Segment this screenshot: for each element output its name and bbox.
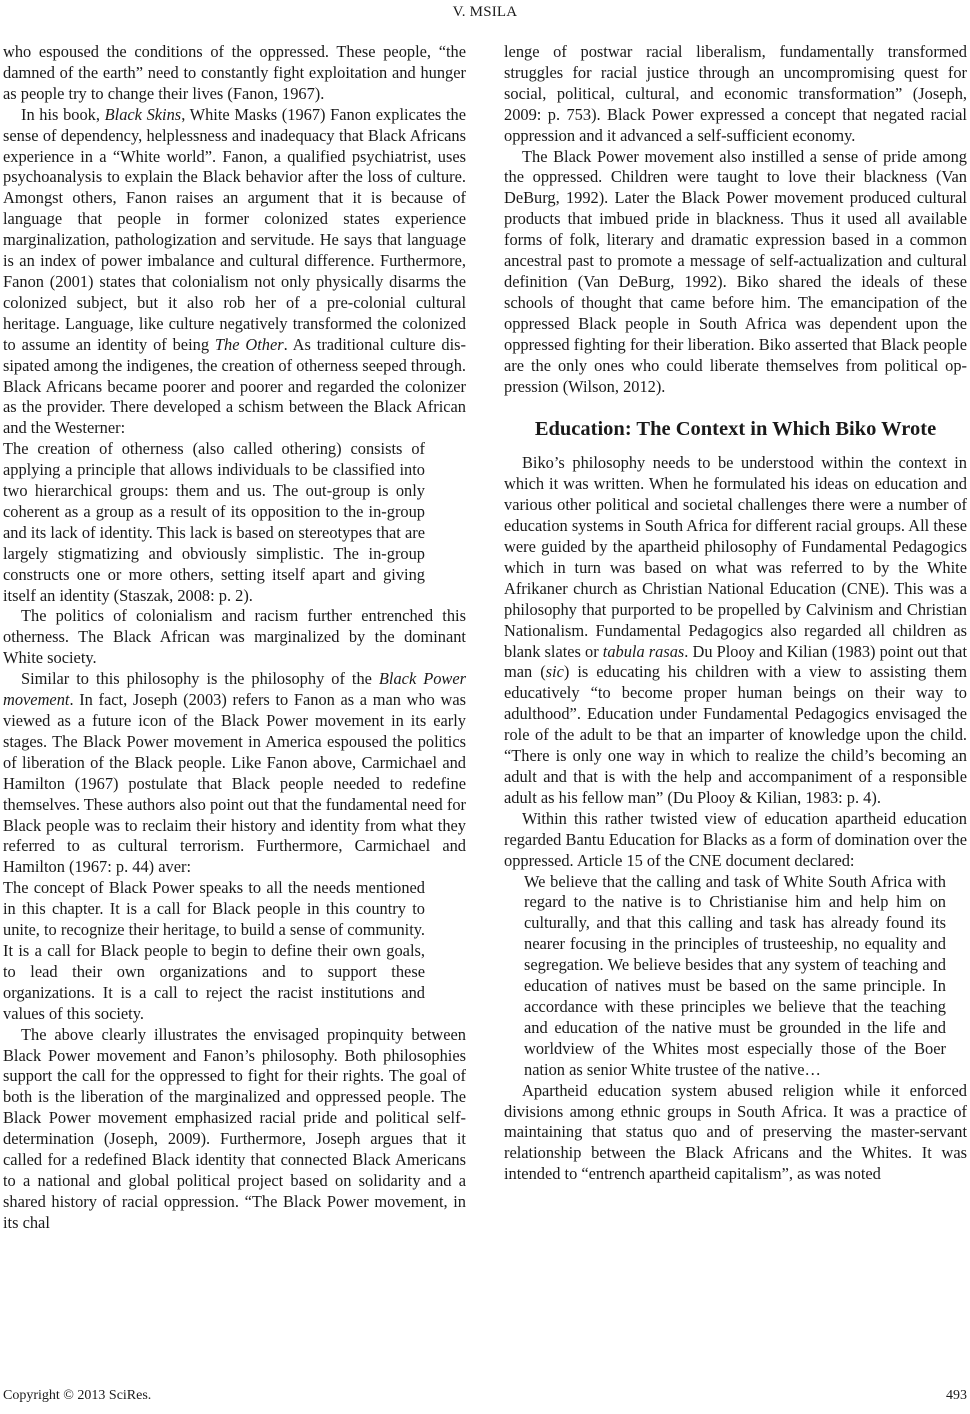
paragraph: The Black Power movement also instilled a sense of pride among the oppressed. Children were taught to love their blackness (Van DeBurg, 1992). Later the Black Power movement produced cultural products that imbued pride in blackness. Thus it used all available forms of folk, literary and dramatic expression based in a common ancestral past to promote a message of self-actualization and cultural definition (Van DeBurg, 1992). Biko shared the ideals of these schools of thought that came before him. The emancipation of the oppressed Black people in South Africa was dependent upon the oppressed fighting for their liberation. Biko asserted that Black people are the only ones who could liberate themselves from political oppression (Wilson, 2012). xyxy=(504,146,967,396)
block-quote: The concept of Black Power speaks to all the needs mentioned in this chapter. It is a call for Black people in this country to unite, to recognize their heritage, to build a sense of community. It is a call for Black people to begin to define their own goals, to lead their own organizations and to support these organizations. It is a call to reject the racist institutions and values of this society. xyxy=(3,878,425,1023)
book-title: Black Skins xyxy=(104,104,182,124)
page-number: 493 xyxy=(946,1388,967,1403)
right-column xyxy=(504,42,967,1185)
paragraph: lenge of postwar racial liberalism, fundamentally transformed struggles for racial justice through an uncompromising quest for social, political, cultural, and economic transformation” (Joseph, 2009: p. 753). Black Power expressed a concept that negated racial oppression and it advanced a self-sufficient economy. xyxy=(504,42,967,145)
text: Biko’s philosophy needs to be understood within the context in which it was written. When he formulated his ideas on education and various other political and societal challenges there were a number of education systems in South Africa for different racial groups. All these were guided by the apartheid philosophy of Fundamental Pedagogics which in turn was based on what was referred to by the White Afrikaner church as Christian National Education (CNE). This was a philosophy that purported to be propelled by Calvinism and Christian Nationalism. Fundamental Pedagogics also regarded all children as blank slates or xyxy=(504,453,967,661)
text: . Du Plooy and Kilian (1983) point out that man ( xyxy=(504,641,968,682)
paragraph: Within this rather twisted view of education apartheid education regarded Bantu Education for Blacks as a form of domination over the oppressed. Article 15 of the CNE document declared: xyxy=(504,808,967,870)
block-quote: We believe that the calling and task of White South Africa with regard to the native is to Christianise him and help him on culturally, and that this calling and task has already found its nearer focusing in the principles of trusteeship, no equality and segregation. We believe besides that any system of teaching and education of natives must be based on the same principle. In accordance with these principles we believe that the teaching and education of the native must be grounded in the life and worldview of the Whites most especially those of the Boer nation as senior White trustee of the native… xyxy=(524,871,946,1079)
paragraph xyxy=(3,105,466,440)
text: In his book, xyxy=(21,104,105,124)
paragraph xyxy=(504,453,967,808)
text: ) is educating his children with a view to assisting them educatively “to become proper human beings on their way to adulthood”. Education under Fundamental Pedagogics envisaged the role of the adult to be that an imparter of knowledge upon the child. “There is only one way in which to realize the child’s becoming an adult and that is with the help and accompaniment of a responsible adult as his fellow man” (Du Plooy & Kilian, 1983: p. 4). xyxy=(504,662,967,807)
text: . In fact, Joseph (2003) refers to Fanon as a man who was viewed as a future icon of the Black Power movement in its early stages. The Black Power movement in America espoused the politics of liberation of the Black people. Like Fanon above, Carmichael and Hamilton (1967) postulate that Black people needed to redefine themselves. These authors also point out that the fundamental need for Black people was to reclaim their history and identity from what they referred to as cultural terrorism. Furthermore, Carmichael and Hamilton (1967: p. 44) aver: xyxy=(3,690,466,877)
text: . As traditional culture dissipated among the indigenes, the creation of otherness seeped through. Black Africans became poorer and poorer and regarded the colonizer as the provider. There developed a schism between the Black African and the Westerner: xyxy=(3,334,466,438)
section-heading: Education: The Context in Which Biko Wrote xyxy=(534,418,937,441)
left-column xyxy=(3,42,466,1234)
paragraph: The politics of colonialism and racism further entrenched this otherness. The Black African was marginalized by the dominant White society. xyxy=(3,606,466,668)
paragraph: who espoused the conditions of the oppressed. These people, “the damned of the earth” need to constantly fight exploitation and hunger as people try to change their lives (Fanon, 1967). xyxy=(3,42,466,103)
text: Similar to this philosophy is the philosophy of the xyxy=(21,669,379,689)
paragraph xyxy=(3,669,466,878)
emphasis: The Other xyxy=(214,334,284,354)
running-head: V. MSILA xyxy=(452,4,518,20)
copyright-notice: Copyright © 2013 SciRes. xyxy=(3,1388,152,1403)
paragraph: The above clearly illustrates the envisaged propinquity between Black Power movement and Fanon’s philosophy. Both philosophies support the call for the oppressed to fight for their rights. The goal of both is the liberation of the marginalized and oppressed people. The Black Power movement emphasized racial pride and political self-determination (Joseph, 2009). Furthermore, Joseph argues that it called for a redefined Black identity that connected Black Americans to a national and global political project based on solidarity and a shared history of racial oppression. “The Black Power movement, in its chal xyxy=(3,1024,466,1232)
text: , White Masks (1967) Fanon explicates the sense of dependency, helplessness and inadequacy that Black Africans experience in a “White world”. Fanon, a qualified psychiatrist, uses psychoanalysis to explain the Black behavior after the loss of culture. Amongst others, Fanon raises an argument that it is because of language that people in former colonized states experience marginalization, pathologization and servitude. He says that language is an index of power imbalance and cultural difference. Furthermore, Fanon (2001) states that colonialism not only physically disarms the colonized subject, but it also rob her of a pre-colonial cultural heritage. Language, like culture negatively transformed the colonized to assume an identity of being xyxy=(3,104,466,354)
emphasis: sic xyxy=(545,662,564,682)
emphasis: tabula rasas xyxy=(602,641,685,661)
block-quote: The creation of otherness (also called othering) consists of applying a principle that allows individuals to be classified into two hierarchical groups: them and us. The out-group is only coherent as a group as a result of its opposition to the in-group and its lack of identity. This lack is based on stereotypes that are largely stigmatizing and obviously simplistic. The in-group constructs one or more others, setting itself apart and giving itself an identity (Staszak, 2008: p. 2). xyxy=(3,439,425,605)
emphasis: Black Power movement xyxy=(3,669,466,710)
paragraph: Apartheid education system abused religion while it enforced divisions among ethnic groups in South Africa. It was a practice of maintaining that status quo and of preserving the master-servant relationship between the Black Africans and the Whites. It was intended to “entrench apartheid capitalism”, as was noted xyxy=(504,1080,967,1184)
